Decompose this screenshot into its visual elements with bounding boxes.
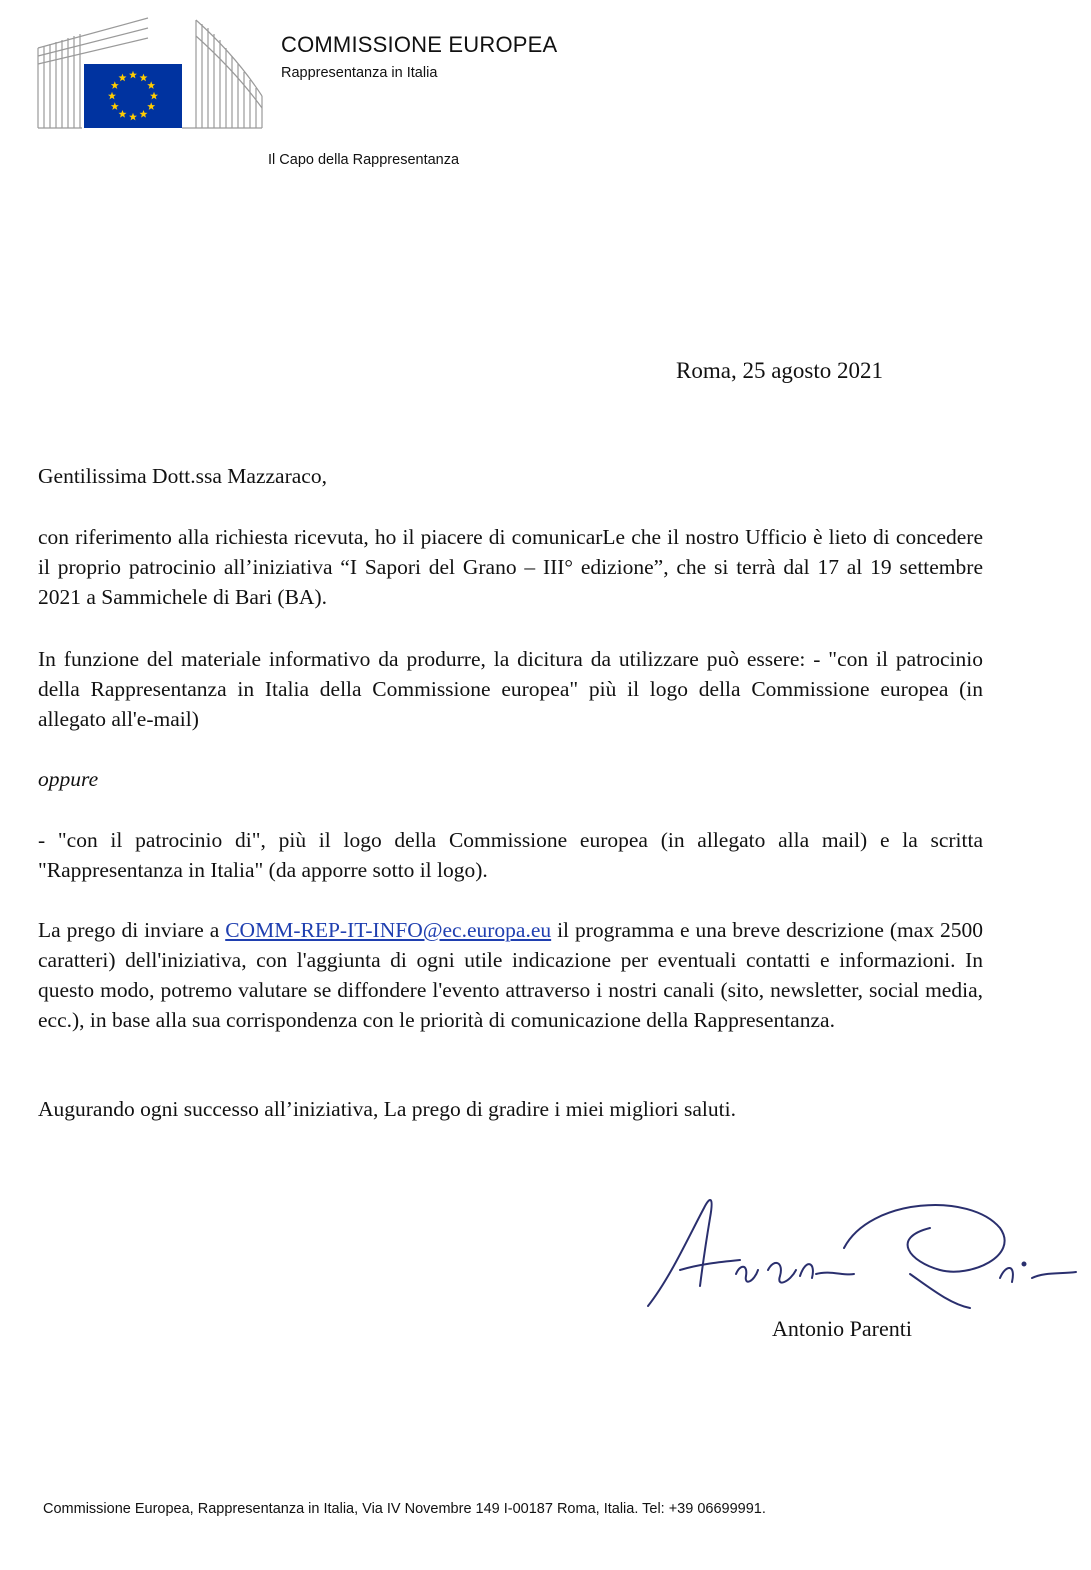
organization-name: COMMISSIONE EUROPEA [281,32,558,57]
letter-date: Roma, 25 agosto 2021 [676,358,883,383]
email-link[interactable]: COMM-REP-IT-INFO@ec.europa.eu [225,918,552,942]
organization-subtitle: Rappresentanza in Italia [281,65,438,81]
paragraph-patronage: con riferimento alla richiesta ricevuta, ho il piacere di comunicarLe che il nostro Ufficio è lieto di concedere il proprio patrocinio all’iniziativa “I Sapori del Grano – III° edizione”, che si terrà dal 17 al 19 settembre 2021 a Sammichele di Bari (BA). [38,525,983,609]
closing-paragraph: Augurando ogni successo all’iniziativa, La prego di gradire i miei migliori saluti. [38,1097,736,1121]
send-program-text-start: La prego di inviare a [38,918,226,942]
paragraph-wording-option-1: In funzione del materiale informativo da produrre, la dicitura da utilizzare può essere: - "con il patrocinio della Rappresentanza in Italia della Commissione europea" più il logo della Commissione europea (in allegato all'e-mail) [38,647,983,731]
send-program-text-end: il programma e una breve descrizione (max 2500 caratteri) dell'iniziativa, con l'aggiunta di ogni utile indicazione per eventuali contatti e informazioni. In questo modo, potremo valutare se diffondere l'evento attraverso i nostri canali (sito, newsletter, social media, ecc.), in base alla sua corrispondenza con le priorità di comunicazione della Rappresentanza. [38,918,983,1032]
footer-address: Commissione Europea, Rappresentanza in Italia, Via IV Novembre 149 I-00187 Roma, Italia. Tel: +39 06699991. [43,1501,766,1517]
paragraph-send-program [38,915,983,1035]
signer-name: Antonio Parenti [772,1316,912,1341]
paragraph-wording-option-2: - "con il patrocinio di", più il logo della Commissione europea (in allegato alla mail) e la scritta "Rappresentanza in Italia" (da apporre sotto il logo). [38,828,983,882]
paragraph-oppure: oppure [38,767,99,791]
handwritten-signature-icon [640,1178,1080,1318]
european-commission-logo-icon [36,16,264,130]
salutation: Gentilissima Dott.ssa Mazzaraco, [38,464,327,488]
office-title: Il Capo della Rappresentanza [268,152,460,168]
